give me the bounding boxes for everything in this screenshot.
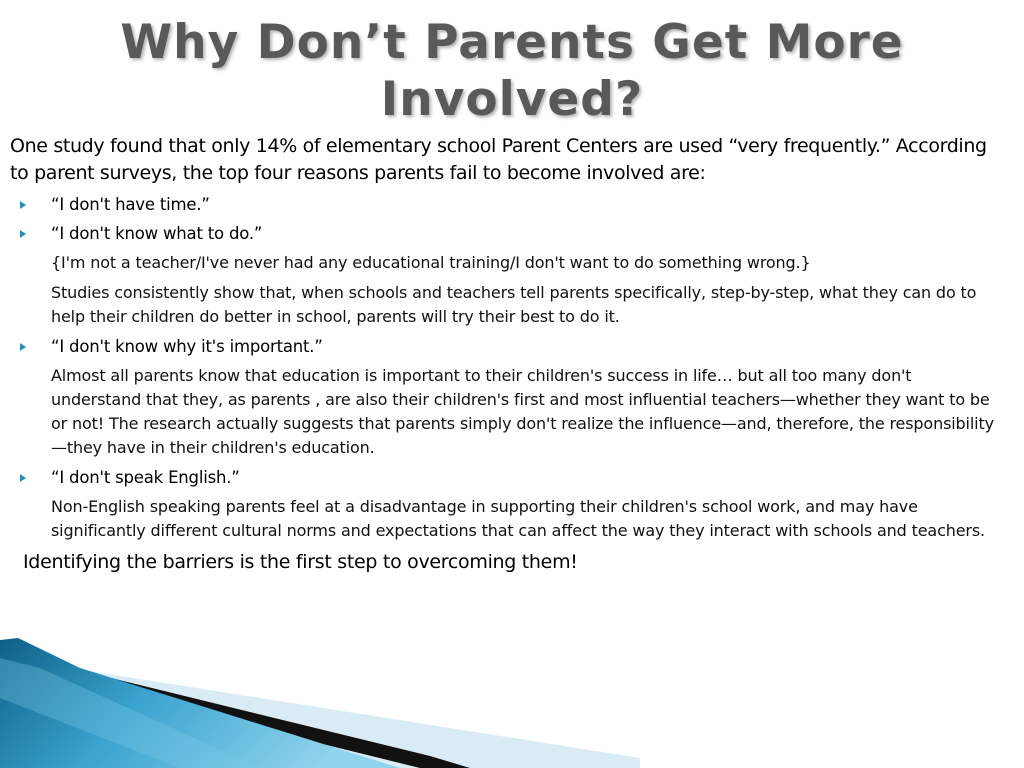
slide-body — [10, 133, 1004, 575]
reason-detail: Non-English speaking parents feel at a disadvantage in supporting their children's school work, and may have significantly different cultural norms and expectations that can affect the way they interact with schools and teachers. — [51, 497, 985, 540]
reason-label: “I don't know what to do.” — [51, 224, 263, 243]
reason-bullet-4 — [10, 466, 1004, 490]
bullet-arrow-icon — [20, 201, 26, 209]
reason-detail: Studies consistently show that, when schools and teachers tell parents specifically, step-by-step, what they can do to help their children do better in school, parents will try their best to do it. — [51, 283, 977, 326]
closing-statement: Identifying the barriers is the first step to overcoming them! — [23, 551, 578, 573]
bullet-arrow-icon — [20, 474, 26, 482]
corner-swoosh-decoration — [0, 638, 640, 768]
reasons-list — [10, 193, 1004, 543]
slide-title: Why Don’t Parents Get More Involved? — [120, 15, 904, 127]
reason-bullet-2 — [10, 222, 1004, 246]
reason-bullet-3 — [10, 335, 1004, 359]
reason-bullet-1 — [10, 193, 1004, 217]
bullet-arrow-icon — [20, 343, 26, 351]
reason-label: “I don't have time.” — [51, 195, 210, 214]
reason-detail: {I'm not a teacher/I've never had any educational training/I don't want to do something wrong.} — [51, 253, 811, 272]
bullet-arrow-icon — [20, 230, 26, 238]
reason-label: “I don't know why it's important.” — [51, 337, 323, 356]
intro-paragraph: One study found that only 14% of elementary school Parent Centers are used “very frequently.” According to parent surveys, the top four reasons parents fail to become involved are: — [10, 135, 987, 184]
reason-detail: Almost all parents know that education is important to their children's success in life… but all too many don't understand that they, as parents , are also their children's first and most influential teachers—whether they want to be or not! The research actually suggests that parents simply don't realize the influence—and, therefore, the responsibility—they have in their children's education. — [51, 366, 994, 457]
reason-label: “I don't speak English.” — [51, 468, 240, 487]
